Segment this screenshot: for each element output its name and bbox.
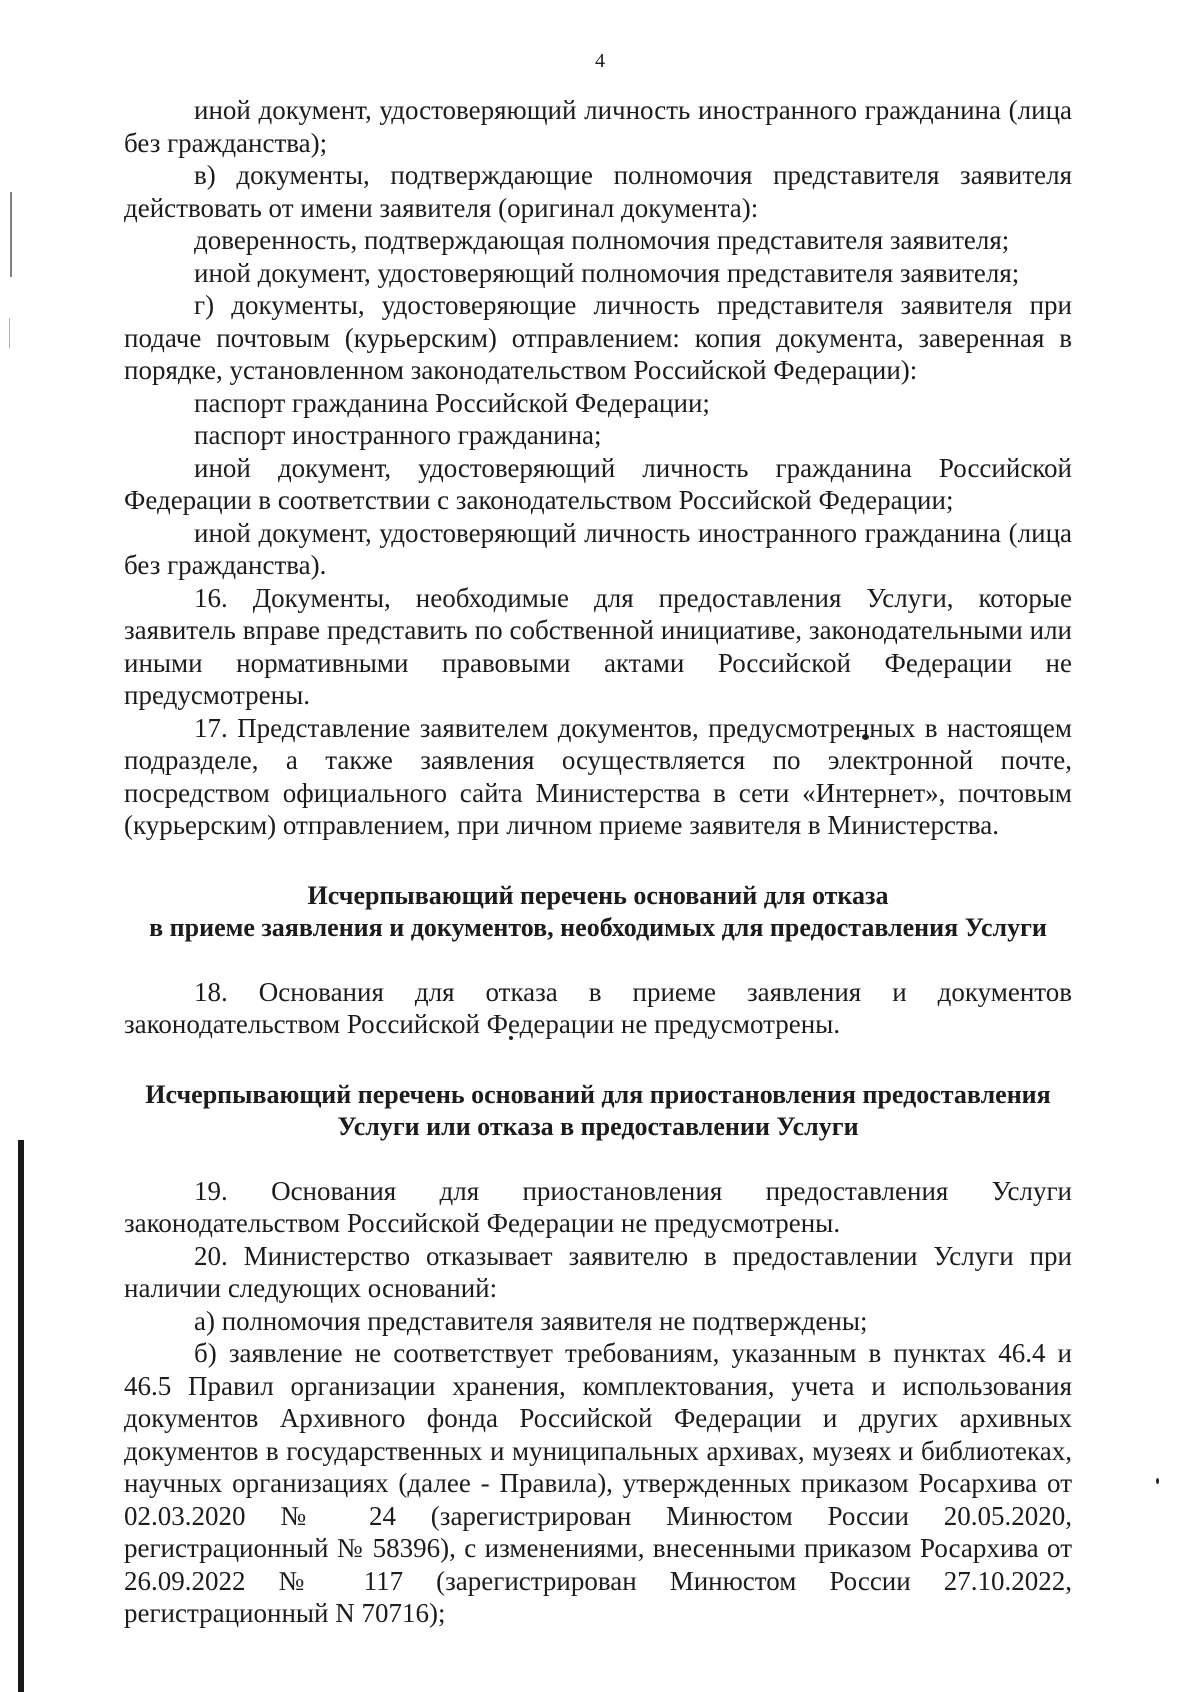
paragraph: иной документ, удостоверяющий личность иностранного гражданина (лица без гражданства). bbox=[124, 517, 1072, 580]
paragraph: паспорт иностранного гражданина; bbox=[194, 420, 602, 450]
document-body bbox=[124, 94, 1072, 1630]
spacer bbox=[124, 944, 1072, 976]
paragraph: иной документ, удостоверяющий полномочия представителя заявителя; bbox=[194, 257, 1020, 288]
paragraph: г) документы, удостоверяющие личность представителя заявителя при подаче почтовым (курьерским) отправлением: копия документа, заверенная в порядке, установленном законодательством Российской Федерации): bbox=[124, 290, 1072, 385]
spacer bbox=[124, 1143, 1072, 1175]
paragraph: 19. Основания для приостановления предоставления Услуги законодательством Российской Федерации не предусмотрены. bbox=[124, 1175, 1072, 1238]
scan-margin-mark bbox=[9, 318, 10, 348]
paragraph: 17. Представление заявителем документов, предусмотренных в настоящем подразделе, а также заявления осуществляется по электронной почте, посредством официального сайта Министерства в сети «Интернет», почтовым (курьерским) отправлением, при личном приеме заявителя в Министерства. bbox=[124, 712, 1072, 840]
spacer bbox=[124, 842, 1072, 880]
scan-margin-mark bbox=[10, 192, 12, 277]
paragraph: в) документы, подтверждающие полномочия представителя заявителя действовать от имени заявителя (оригинал документа): bbox=[124, 160, 1072, 223]
section-heading-line: Исчерпывающий перечень оснований для отказа bbox=[307, 880, 889, 910]
scan-margin-bar bbox=[18, 1140, 24, 1692]
paragraph: 18. Основания для отказа в приеме заявления и документов законодательством Российской Федерации не предусмотрены. bbox=[124, 976, 1072, 1039]
paragraph: иной документ, удостоверяющий личность гражданина Российской Федерации в соответствии с законодательством Российской Федерации; bbox=[124, 452, 1072, 515]
paragraph: б) заявление не соответствует требованиям, указанным в пунктах 46.4 и 46.5 Правил организации хранения, комплектования, учета и использования документов Архивного фонда Российской Федерации и других архивных документов в государственных и муниципальных архивах, музеях и библиотеках, научных организациях (далее - Правила), утвержденных приказом Росархива от 02.03.2020 № 24 (зарегистрирован Минюстом России 20.05.2020, регистрационный № 58396), с изменениями, внесенными приказом Росархива от 26.09.2022 № 117 (зарегистрирован Минюстом России 27.10.2022, регистрационный N 70716); bbox=[124, 1338, 1072, 1628]
paragraph: иной документ, удостоверяющий личность иностранного гражданина (лица без гражданства); bbox=[124, 95, 1072, 158]
paragraph: паспорт гражданина Российской Федерации; bbox=[194, 387, 710, 418]
section-heading-line: в приеме заявления и документов, необходимых для предоставления Услуги bbox=[149, 912, 1047, 942]
section-heading-line: Услуги или отказа в предоставлении Услуги bbox=[337, 1111, 859, 1141]
spacer bbox=[124, 1041, 1072, 1079]
section-heading-line: Исчерпывающий перечень оснований для приостановления предоставления bbox=[145, 1079, 1051, 1109]
page-number: 4 bbox=[595, 50, 605, 72]
paragraph: а) полномочия представителя заявителя не подтверждены; bbox=[194, 1305, 868, 1336]
paragraph: 16. Документы, необходимые для предоставления Услуги, которые заявитель вправе представить по собственной инициативе, законодательными или иными нормативными правовыми актами Российской Федерации не предусмотрены. bbox=[124, 582, 1072, 710]
paragraph: доверенность, подтверждающая полномочия представителя заявителя; bbox=[194, 225, 1010, 255]
paragraph: 20. Министерство отказывает заявителю в предоставлении Услуги при наличии следующих оснований: bbox=[124, 1240, 1072, 1303]
scan-speck bbox=[1156, 1478, 1159, 1484]
